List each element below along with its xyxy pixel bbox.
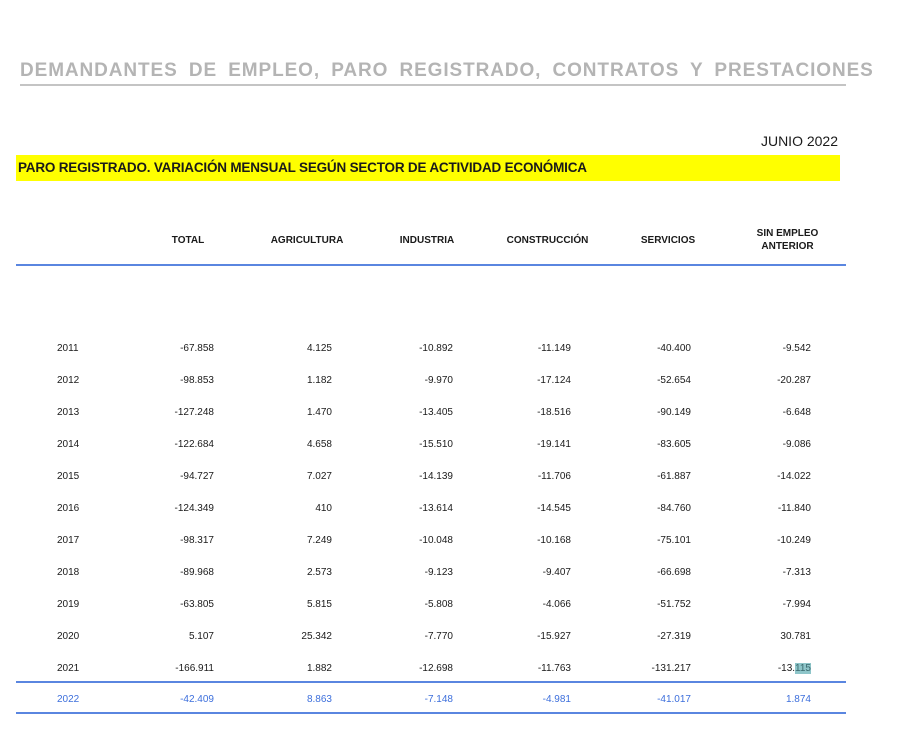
table-row xyxy=(0,596,900,616)
servicios-cell: -84.760 xyxy=(657,503,691,514)
construccion-cell: -11.149 xyxy=(537,343,571,354)
table-subtitle: PARO REGISTRADO. VARIACIÓN MENSUAL SEGÚN SECTOR DE ACTIVIDAD ECONÓMICA xyxy=(18,160,587,175)
industria-cell: -13.614 xyxy=(419,503,453,514)
table-row xyxy=(0,660,900,680)
year-cell: 2018 xyxy=(57,567,80,578)
total-cell: -63.805 xyxy=(180,599,214,610)
industria-cell: -7.148 xyxy=(424,694,453,705)
total-cell: -42.409 xyxy=(180,694,214,705)
total-cell: -94.727 xyxy=(180,471,214,482)
sin-empleo-cell: -11.840 xyxy=(777,503,811,514)
year-cell: 2015 xyxy=(57,471,80,482)
agricultura-cell: 2.573 xyxy=(306,567,332,578)
industria-cell: -13.405 xyxy=(419,407,453,418)
industria-cell: -14.139 xyxy=(419,471,453,482)
industria-cell: -12.698 xyxy=(419,663,453,674)
agricultura-cell: 410 xyxy=(315,503,332,514)
table-row xyxy=(0,500,900,520)
construccion-cell: -19.141 xyxy=(537,439,571,450)
total-cell: -166.911 xyxy=(175,663,214,674)
construccion-cell: -9.407 xyxy=(542,567,571,578)
agricultura-cell: 8.863 xyxy=(306,694,332,705)
construccion-cell: -18.516 xyxy=(537,407,571,418)
total-cell: -89.968 xyxy=(180,567,214,578)
sin-empleo-cell[interactable] xyxy=(778,663,811,674)
servicios-cell: -51.752 xyxy=(657,599,691,610)
table-row xyxy=(0,564,900,584)
table-header xyxy=(0,220,900,260)
servicios-cell: -131.217 xyxy=(651,663,691,674)
sin-empleo-cell: 30.781 xyxy=(780,631,811,642)
table-row xyxy=(0,436,900,456)
year-cell: 2012 xyxy=(57,375,80,386)
agricultura-cell: 1.470 xyxy=(306,407,332,418)
construccion-cell: -4.981 xyxy=(542,694,571,705)
sin-empleo-cell: -14.022 xyxy=(777,471,811,482)
industria-cell: -5.808 xyxy=(424,599,453,610)
table-row xyxy=(0,372,900,392)
year-cell: 2014 xyxy=(57,439,80,450)
agricultura-cell: 5.815 xyxy=(306,599,332,610)
year-cell: 2011 xyxy=(57,343,79,354)
agricultura-cell: 7.027 xyxy=(306,471,332,482)
total-cell: -67.858 xyxy=(180,343,214,354)
year-cell: 2019 xyxy=(57,599,80,610)
construccion-cell: -11.763 xyxy=(537,663,571,674)
year-cell: 2020 xyxy=(57,631,80,642)
total-cell: -98.853 xyxy=(180,375,214,386)
construccion-cell: -10.168 xyxy=(537,535,571,546)
total-cell: -124.349 xyxy=(174,503,214,514)
column-header-sin-empleo xyxy=(740,220,835,260)
total-cell: 5.107 xyxy=(188,631,214,642)
agricultura-cell: 4.658 xyxy=(306,439,332,450)
column-header-sin-empleo-line2: ANTERIOR xyxy=(761,241,814,252)
sin-empleo-cell: 1.874 xyxy=(785,694,811,705)
industria-cell: -7.770 xyxy=(424,631,453,642)
sin-empleo-cell: -6.648 xyxy=(782,407,811,418)
servicios-cell: -90.149 xyxy=(657,407,691,418)
header-divider xyxy=(16,264,846,266)
column-header-servicios: SERVICIOS xyxy=(640,234,696,246)
total-cell: -122.684 xyxy=(174,439,214,450)
sin-empleo-cell: -7.994 xyxy=(782,599,811,610)
sin-empleo-cell: -10.249 xyxy=(777,535,811,546)
table-bottom-divider xyxy=(16,712,846,714)
column-header-total: TOTAL xyxy=(171,234,205,246)
servicios-cell: -61.887 xyxy=(657,471,691,482)
servicios-cell: -41.017 xyxy=(657,694,691,705)
page-title: DEMANDANTES DE EMPLEO, PARO REGISTRADO, CONTRATOS Y PRESTACIONES xyxy=(20,60,846,86)
construccion-cell: -14.545 xyxy=(537,503,571,514)
table-row xyxy=(0,532,900,552)
subtitle-banner xyxy=(16,155,840,181)
sin-empleo-cell: -9.086 xyxy=(782,439,811,450)
agricultura-cell: 25.342 xyxy=(301,631,332,642)
servicios-cell: -40.400 xyxy=(657,343,691,354)
agricultura-cell: 1.882 xyxy=(306,663,332,674)
table-row xyxy=(0,340,900,360)
sin-empleo-cell: -7.313 xyxy=(782,567,811,578)
table-row-current-year xyxy=(0,691,900,711)
table-row xyxy=(0,628,900,648)
construccion-cell: -15.927 xyxy=(537,631,571,642)
year-cell: 2022 xyxy=(57,694,80,705)
construccion-cell: -11.706 xyxy=(537,471,571,482)
industria-cell: -10.892 xyxy=(419,343,453,354)
sin-empleo-prefix: -13. xyxy=(777,663,796,674)
total-cell: -127.248 xyxy=(174,407,214,418)
agricultura-cell: 4.125 xyxy=(306,343,332,354)
servicios-cell: -52.654 xyxy=(657,375,691,386)
industria-cell: -9.123 xyxy=(424,567,453,578)
year-cell: 2013 xyxy=(57,407,80,418)
industria-cell: -15.510 xyxy=(419,439,453,450)
sin-empleo-cell: -20.287 xyxy=(777,375,811,386)
construccion-cell: -4.066 xyxy=(542,599,571,610)
industria-cell: -9.970 xyxy=(424,375,453,386)
servicios-cell: -27.319 xyxy=(657,631,691,642)
industria-cell: -10.048 xyxy=(419,535,453,546)
servicios-cell: -83.605 xyxy=(657,439,691,450)
total-cell: -98.317 xyxy=(180,535,214,546)
agricultura-cell: 1.182 xyxy=(306,375,332,386)
text-selection[interactable]: 115 xyxy=(795,663,811,674)
agricultura-cell: 7.249 xyxy=(306,535,332,546)
year-cell: 2021 xyxy=(57,663,80,674)
column-header-construccion: CONSTRUCCIÓN xyxy=(506,234,589,246)
column-header-sin-empleo-line1: SIN EMPLEO xyxy=(756,228,819,239)
total-row-divider xyxy=(16,681,846,683)
table-row xyxy=(0,404,900,424)
period-label: JUNIO 2022 xyxy=(760,133,838,149)
table-row xyxy=(0,468,900,488)
sin-empleo-cell: -9.542 xyxy=(782,343,811,354)
servicios-cell: -75.101 xyxy=(657,535,691,546)
servicios-cell: -66.698 xyxy=(657,567,691,578)
construccion-cell: -17.124 xyxy=(537,375,571,386)
year-cell: 2017 xyxy=(57,535,80,546)
column-header-agricultura: AGRICULTURA xyxy=(270,234,344,246)
column-header-industria: INDUSTRIA xyxy=(399,234,455,246)
year-cell: 2016 xyxy=(57,503,80,514)
